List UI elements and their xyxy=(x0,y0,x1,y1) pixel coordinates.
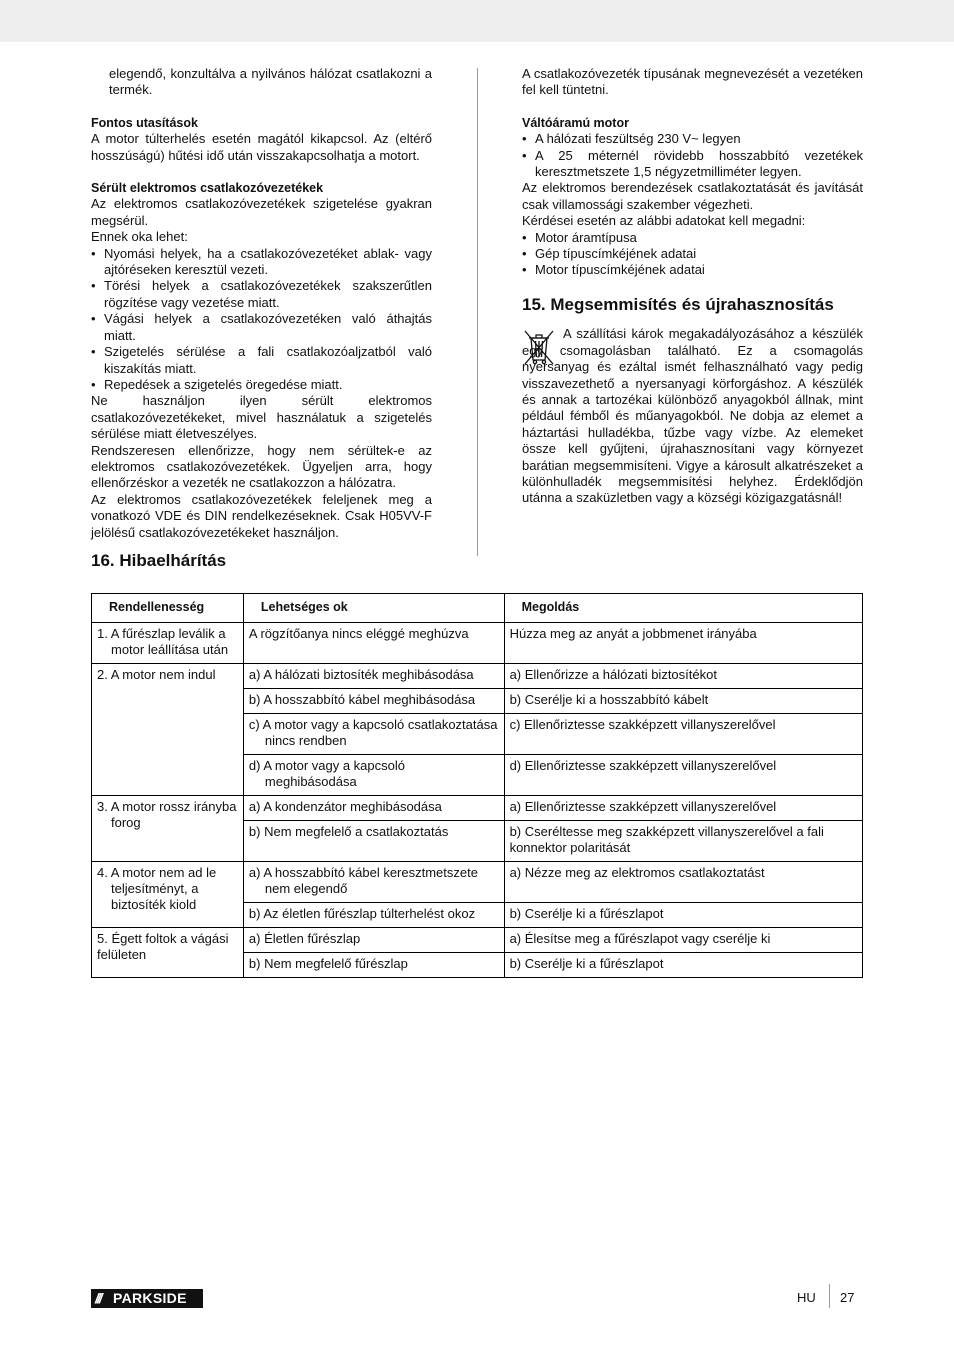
section-15-text: A szállítási károk megakadályozásához a készülék egy csomagolásban található. Ez a csomagolás nyersanyag és ezáltal ismét felhasználható vagy pedig visszavezethető a nyersanyagi körforgáshoz. A készülék és annak a tartozékai különböző anyagokból állnak, mint például fémből és műanyagokból. Ne dobja az elemet a háztartási hulladékba, tűzbe vagy vízbe. Az elemeket össze kell gyűjteni, újrahasznosítani vagy környezet barátian megsemmisíteni. Vigye a károsult alkatrészeket a különhulladék megsemmisítési helyhez. Érdeklődjön utánna a szaküzletben vagy a községi közigazgatásnál! xyxy=(522,326,863,506)
logo-text: PARKSIDE xyxy=(113,1290,187,1306)
solution-cell: b) Cserélje ki a fűrészlapot xyxy=(504,953,862,978)
cause-cell: A rögzítőanya nincs eléggé meghúzva xyxy=(243,623,504,664)
list-item: • A 25 méternél rövidebb hosszabbító vezetékek keresztmetszete 1,5 négyzetmilliméter legyen. xyxy=(522,148,863,181)
cause-cell: b) Az életlen fűrészlap túlterhelést okoz xyxy=(243,903,504,928)
table-row xyxy=(92,862,863,903)
cause-cell: d) A motor vagy a kapcsoló meghibásodása xyxy=(248,758,405,789)
serult-text: Az elektromos csatlakozóvezetékek szigetelése gyakran megsérül. xyxy=(91,196,432,228)
table-row xyxy=(92,928,863,953)
problem-cell: 2. A motor nem indul xyxy=(97,667,216,682)
cause-cell: a) A hosszabbító kábel keresztmetszete nem elegendő xyxy=(248,865,478,896)
section-16-title: 16. Hibaelhárítás xyxy=(91,551,227,570)
cause-cell: a) Életlen fűrészlap xyxy=(243,928,504,953)
intro-text: A csatlakozóvezeték típusának megnevezését a vezetéken fel kell tüntetni. xyxy=(522,66,863,98)
language-code: HU xyxy=(797,1290,816,1305)
list-item: • Repedések a szigetelés öregedése miatt. xyxy=(91,377,432,393)
cause-cell: a) A kondenzátor meghibásodása xyxy=(243,796,504,821)
table-row xyxy=(92,664,863,689)
paragraph: Az elektromos berendezések csatlakoztatását és javítását csak villamossági szakember végezheti. xyxy=(522,180,863,212)
list-item: • Gép típuscímkéjének adatai xyxy=(522,246,863,262)
list-item: • Szigetelés sérülése a fali csatlakozóaljzatból való kiszakítás miatt. xyxy=(91,344,432,377)
column-header: Rendellenesség xyxy=(92,594,244,623)
fontos-heading: Fontos utasítások xyxy=(91,115,198,130)
crossed-bin-icon xyxy=(522,328,556,366)
cause-cell: c) A motor vagy a kapcsoló csatlakoztatása nincs rendben xyxy=(248,717,498,748)
solution-cell: b) Cserélje ki a hosszabbító kábelt xyxy=(504,689,862,714)
table-row xyxy=(92,623,863,664)
recycle-block xyxy=(522,326,863,506)
cause-cell: b) Nem megfelelő a csatlakoztatás xyxy=(243,821,504,862)
solution-cell: a) Ellenőrizze a hálózati biztosítékot xyxy=(504,664,862,689)
problem-cell: 4. A motor nem ad le teljesítményt, a biztosíték kiold xyxy=(97,865,217,912)
cause-cell: b) Nem megfelelő fűrészlap xyxy=(243,953,504,978)
list-item: • Törési helyek a csatlakozóvezetékek szakszerűtlen rögzítése vagy vezetése miatt. xyxy=(91,278,432,311)
column-divider xyxy=(477,68,478,556)
solution-cell: c) Ellenőriztesse szakképzett villanyszerelővel xyxy=(504,714,862,755)
page-number: 27 xyxy=(840,1290,855,1305)
solution-cell: b) Cseréltesse meg szakképzett villanyszerelővel a fali konnektor polaritását xyxy=(504,821,862,862)
list-item: • Motor típuscímkéjének adatai xyxy=(522,262,863,278)
left-column xyxy=(91,66,432,541)
table-header-row xyxy=(92,594,863,623)
paragraph: Kérdései esetén az alábbi adatokat kell megadni: xyxy=(522,213,806,229)
solution-cell: d) Ellenőriztesse szakképzett villanyszerelővel xyxy=(504,755,862,796)
problem-cell: 5. Égett foltok a vágási felületen xyxy=(92,928,244,978)
problem-cell: 1. A fűrészlap leválik a motor leállítása után xyxy=(97,626,229,657)
paragraph: Rendszeresen ellenőrizze, hogy nem sérültek-e az elektromos csatlakozóvezetékek. Ügyeljen arra, hogy ellenőrzéskor a vezeték ne csatlakozzon a hálózatra. xyxy=(91,442,432,491)
list-item: • Nyomási helyek, ha a csatlakozóvezetéket ablak- vagy ajtóréseken keresztül vezeti. xyxy=(91,246,432,279)
right-column xyxy=(522,66,863,507)
intro-text: elegendő, konzultálva a nyilvános hálózat csatlakozni a termék. xyxy=(109,66,432,98)
paragraph: Ne használjon ilyen sérült elektromos csatlakozóvezetékeket, mivel használatuk a szigetelés sérülése miatt életveszélyes. xyxy=(91,393,432,442)
solution-cell: a) Élesítse meg a fűrészlapot vagy cserélje ki xyxy=(504,928,862,953)
paragraph: Az elektromos csatlakozóvezetékek feleljenek meg a vonatkozó VDE és DIN rendelkezéseknek. Csak H05VV-F jelölésű csatlakozóvezetékeket használjon. xyxy=(91,491,432,540)
serult-heading: Sérült elektromos csatlakozóvezetékek xyxy=(91,181,324,196)
table-row xyxy=(92,796,863,821)
top-header-bar xyxy=(0,0,954,42)
column-header: Megoldás xyxy=(504,594,862,623)
list-item: • Vágási helyek a csatlakozóvezetéken való áthajtás miatt. xyxy=(91,311,432,344)
solution-cell: b) Cserélje ki a fűrészlapot xyxy=(504,903,862,928)
causes-intro: Ennek oka lehet: xyxy=(91,229,188,245)
list-item: • A hálózati feszültség 230 V~ legyen xyxy=(522,131,863,147)
valto-heading: Váltóáramú motor xyxy=(522,115,629,130)
cause-cell: a) A hálózati biztosíték meghibásodása xyxy=(243,664,504,689)
problem-cell: 3. A motor rossz irányba forog xyxy=(97,799,237,830)
troubleshooting-table xyxy=(91,593,863,978)
column-header: Lehetséges ok xyxy=(243,594,504,623)
footer-divider xyxy=(829,1284,830,1308)
section-15-title: 15. Megsemmisítés és újrahasznosítás xyxy=(522,294,834,314)
parkside-logo xyxy=(91,1289,203,1308)
list-item: • Motor áramtípusa xyxy=(522,230,863,246)
solution-cell: Húzza meg az anyát a jobbmenet irányába xyxy=(504,623,862,664)
logo-stripes: /// xyxy=(95,1290,101,1306)
cause-cell: b) A hosszabbító kábel meghibásodása xyxy=(243,689,504,714)
solution-cell: a) Nézze meg az elektromos csatlakoztatást xyxy=(504,862,862,903)
solution-cell: a) Ellenőriztesse szakképzett villanyszerelővel xyxy=(504,796,862,821)
fontos-text: A motor túlterhelés esetén magától kikapcsol. Az (eltérő hosszúságú) hűtési idő után visszakapcsolhatja a motort. xyxy=(91,131,432,163)
